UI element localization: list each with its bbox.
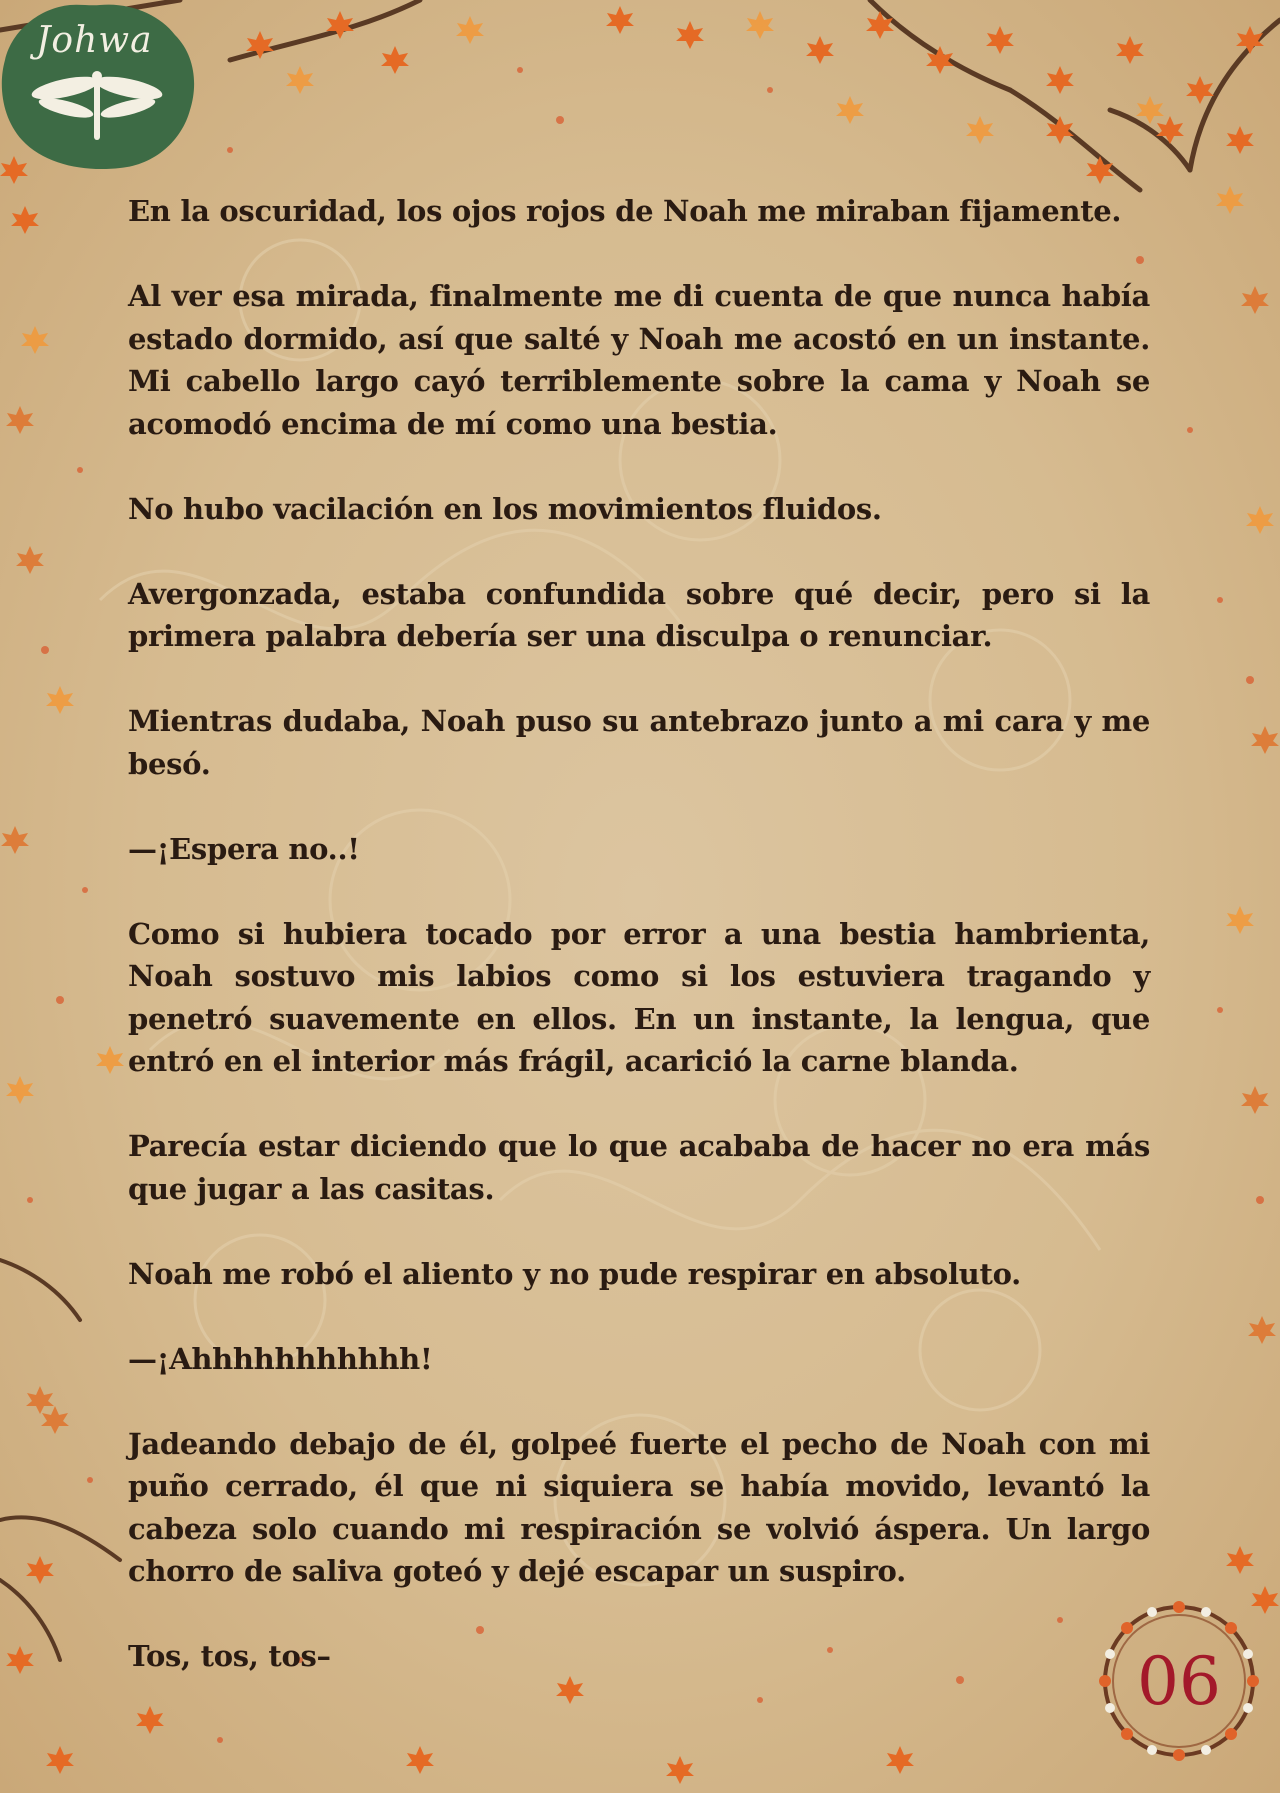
paragraph: En la oscuridad, los ojos rojos de Noah me miraban fijamente.	[128, 194, 1122, 228]
page-number: 06	[1137, 1642, 1221, 1720]
page-number-wreath	[1086, 1588, 1272, 1774]
paragraph: Jadeando debajo de él, golpeé fuerte el pecho de Noah con mi puño cerrado, él que ni siquiera se había movido, levantó la cabeza solo cuando mi respiración se volvió áspera. Un largo chorro de saliva goteó y dejé escapar un suspiro.	[128, 1426, 1150, 1588]
paragraph: Avergonzada, estaba confundida sobre qué decir, pero si la primera palabra debería ser una disculpa o renunciar.	[128, 576, 1150, 653]
paragraph: —¡Espera no..!	[128, 831, 360, 866]
paragraph: —¡Ahhhhhhhhhhh!	[128, 1341, 433, 1376]
logo-text: Johwa	[36, 20, 153, 61]
paragraph: Mientras dudaba, Noah puso su antebrazo junto a mi cara y me besó.	[128, 704, 1150, 781]
johwa-logo	[0, 0, 200, 170]
paragraph: Como si hubiera tocado por error a una bestia hambrienta, Noah sostuvo mis labios como si los estuviera tragando y penetró suavemente en ellos. En un instante, la lengua, que entró en el interior más frágil, acarició la carne blanda.	[128, 916, 1150, 1078]
paragraph: No hubo vacilación en los movimientos fluidos.	[128, 491, 882, 526]
paragraph: Parecía estar diciendo que lo que acababa de hacer no era más que jugar a las casitas.	[128, 1129, 1150, 1206]
paragraph: Tos, tos, tos–	[128, 1639, 331, 1673]
paragraph: Al ver esa mirada, finalmente me di cuenta de que nunca había estado dormido, así que salté y Noah me acostó en un instante. Mi cabello largo cayó terriblemente sobre la cama y Noah se acomodó encima de mí como una bestia.	[128, 279, 1150, 441]
paragraph: Noah me robó el aliento y no pude respirar en absoluto.	[128, 1256, 1021, 1291]
story-text	[128, 190, 1150, 1720]
